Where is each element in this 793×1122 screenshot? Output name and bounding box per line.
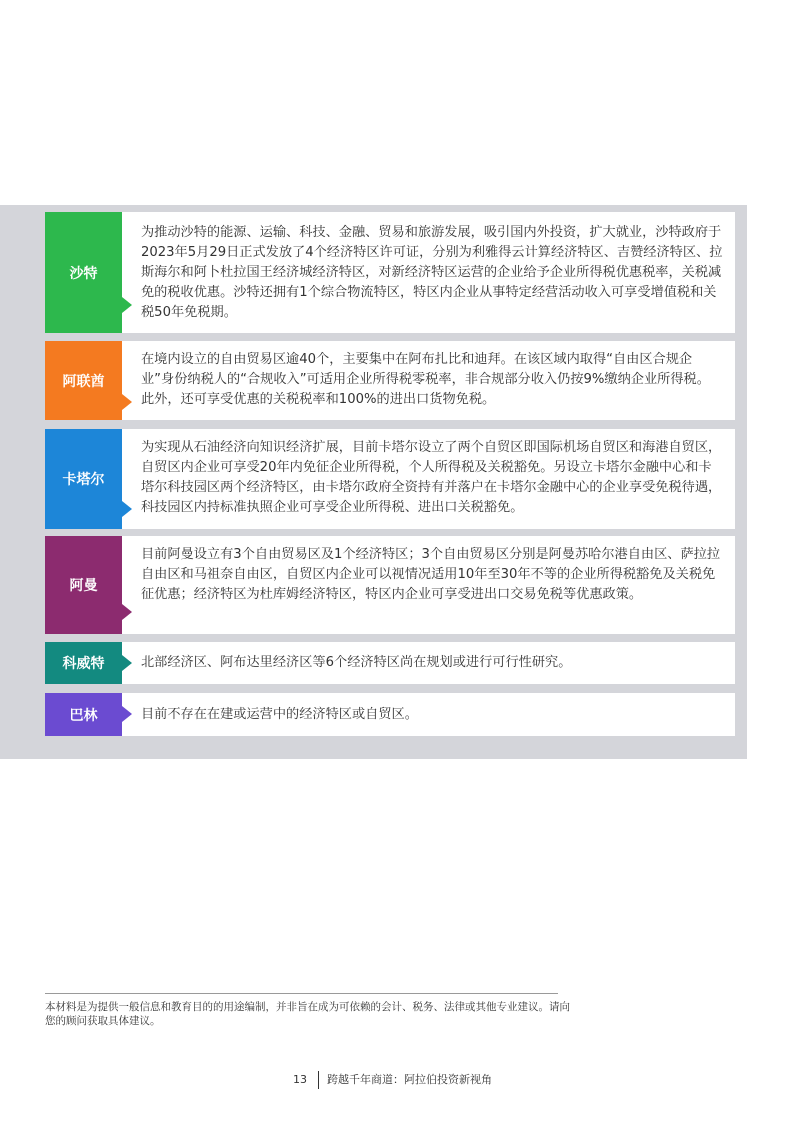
country-description: 目前阿曼设立有3个自由贸易区及1个经济特区；3个自由贸易区分别是阿曼苏哈尔港自由区、萨拉拉自由区和马祖奈自由区，自贸区内企业可以视情况适用10年至30年不等的企业所得税豁免及关税免征优惠；经济特区为杜库姆经济特区，特区内企业可享受进出口交易免税等优惠政策。 xyxy=(141,547,721,602)
country-description: 北部经济区、阿布达里经济区等6个经济特区尚在规划或进行可行性研究。 xyxy=(141,655,572,670)
page-footer xyxy=(0,1071,793,1089)
country-row-saudi xyxy=(45,212,735,333)
page-number: 13 xyxy=(293,1073,307,1086)
country-name: 卡塔尔 xyxy=(62,472,105,488)
country-description: 目前不存在在建或运营中的经济特区或自贸区。 xyxy=(141,707,418,722)
country-tag-oman xyxy=(45,536,122,634)
arrow-icon xyxy=(122,706,132,722)
country-name: 巴林 xyxy=(69,707,98,724)
footnote: 本材料是为提供一般信息和教育目的的用途编制，并非旨在成为可依赖的会计、税务、法律或其他专业建议。请向您的顾问获取具体建议。 xyxy=(45,1001,570,1027)
country-row-oman xyxy=(45,536,735,634)
arrow-icon xyxy=(122,297,132,313)
country-row-uae xyxy=(45,341,735,420)
country-description: 为实现从石油经济向知识经济扩展，目前卡塔尔设立了两个自贸区即国际机场自贸区和海港自贸区，自贸区内企业可享受20年内免征企业所得税，个人所得税及关税豁免。另设立卡塔尔金融中心和卡塔尔科技园区两个经济特区，由卡塔尔政府全资持有并落户在卡塔尔金融中心的企业享受免税待遇，科技园区内持标准执照企业可享受企业所得税、进出口关税豁免。 xyxy=(141,440,722,515)
country-name: 沙特 xyxy=(69,265,98,282)
arrow-icon xyxy=(122,394,132,410)
arrow-icon xyxy=(122,604,132,620)
country-tag-qatar xyxy=(45,429,122,529)
footer-title: 跨越千年商道：阿拉伯投资新视角 xyxy=(327,1073,492,1086)
footnote-divider xyxy=(45,993,558,994)
country-row-bahrain xyxy=(45,693,735,736)
country-tag-saudi xyxy=(45,212,122,333)
arrow-icon xyxy=(122,655,132,671)
country-row-qatar xyxy=(45,429,735,529)
country-description: 为推动沙特的能源、运输、科技、金融、贸易和旅游发展，吸引国内外投资，扩大就业，沙特政府于2023年5月29日正式发放了4个经济特区许可证，分别为利雅得云计算经济特区、吉赞经济特区、拉斯海尔和阿卜杜拉国王经济城经济特区，对新经济特区运营的企业给予企业所得税优惠税率，关税减免的税收优惠。沙特还拥有1个综合物流特区，特区内企业从事特定经营活动收入可享受增值税和关税50年免税期。 xyxy=(141,225,723,320)
zones-panel xyxy=(0,205,747,759)
country-tag-kuwait xyxy=(45,642,122,684)
country-tag-uae xyxy=(45,341,122,420)
country-description: 在境内设立的自由贸易区逾40个，主要集中在阿布扎比和迪拜。在该区域内取得“自由区合规企业”身份纳税人的“合规收入”可适用企业所得税零税率，非合规部分收入仍按9%缴纳企业所得税。此外，还可享受优惠的关税税率和100%的进出口货物免税。 xyxy=(141,352,710,407)
footer-separator xyxy=(318,1071,319,1089)
arrow-icon xyxy=(122,501,132,517)
country-name: 阿曼 xyxy=(69,578,98,594)
country-name: 阿联酋 xyxy=(62,373,105,390)
country-tag-bahrain xyxy=(45,693,122,736)
country-row-kuwait xyxy=(45,642,735,684)
country-name: 科威特 xyxy=(62,656,105,672)
